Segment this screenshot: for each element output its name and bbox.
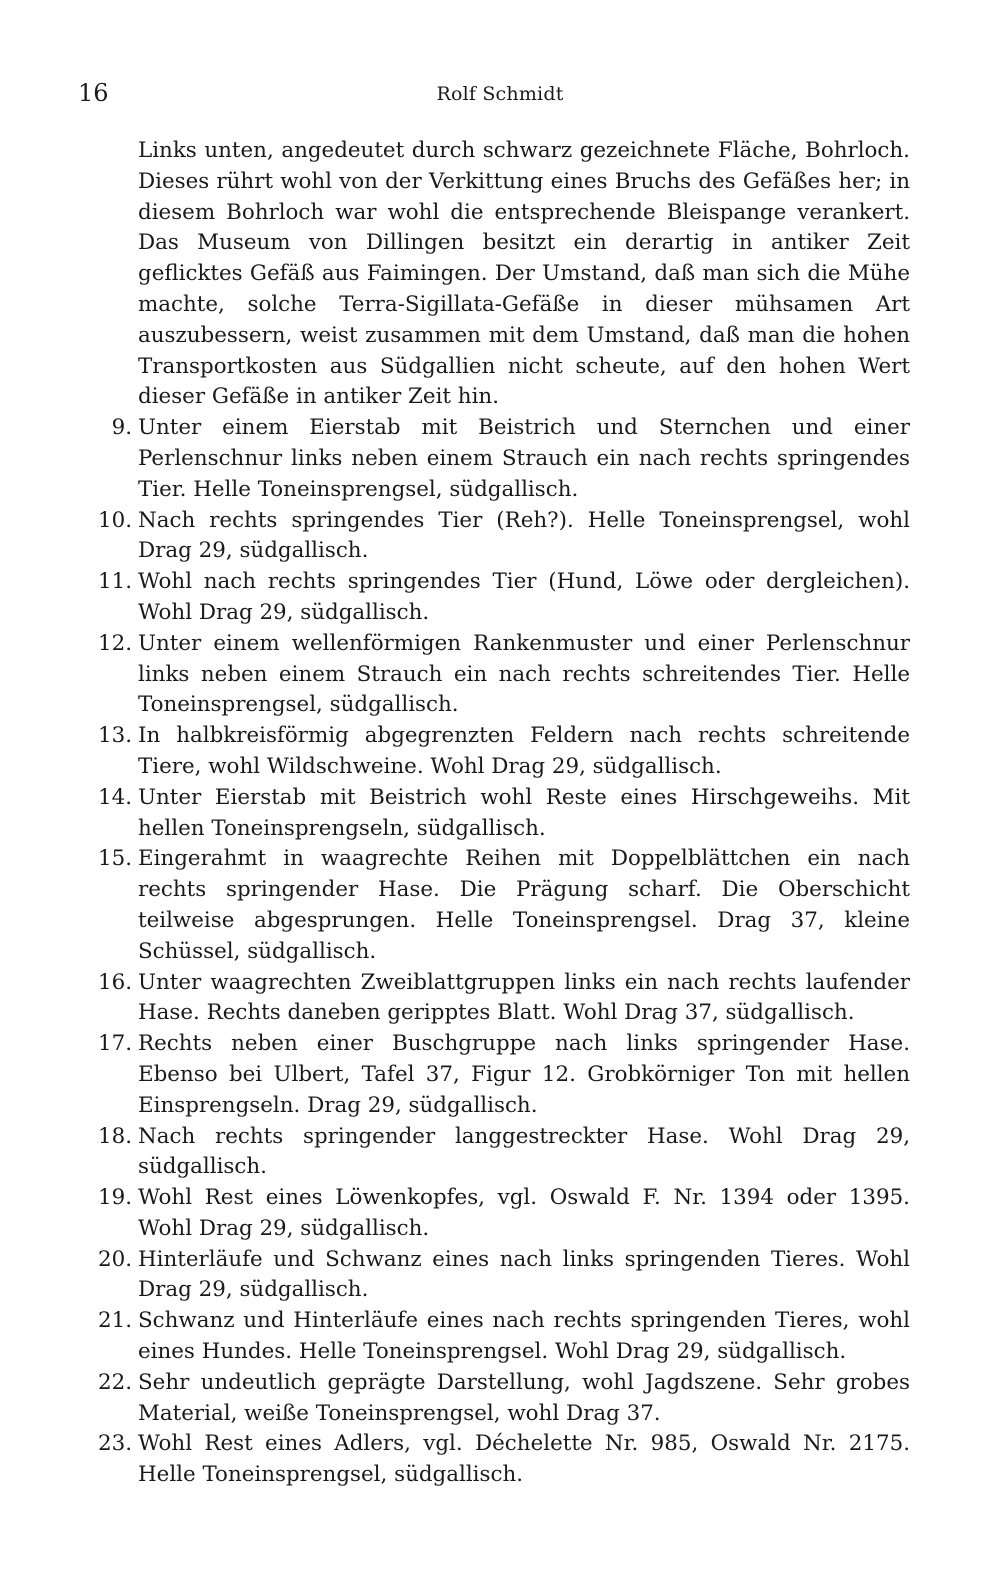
entry-number: 22.	[97, 1369, 132, 1395]
entry-text: Rechts neben einer Buschgruppe nach links springender Hase. Ebenso bei Ulbert, Tafel 37, Figur 12. Grobkörniger Ton mit hellen Einsprengseln. Drag 29, südgallisch.	[138, 1031, 910, 1118]
entry-text: Schwanz und Hinterläufe eines nach rechts springenden Tieres, wohl eines Hundes. Helle Toneinsprengsel. Wohl Drag 29, südgallisch.	[138, 1308, 910, 1365]
entry-text: Wohl Rest eines Adlers, vgl. Déchelette Nr. 985, Oswald Nr. 2175. Helle Toneinsprengsel, südgallisch.	[138, 1431, 910, 1488]
catalogue-entry	[97, 1245, 910, 1307]
entry-number: 15.	[97, 846, 132, 872]
page-number: 16	[78, 79, 109, 107]
catalogue-list	[97, 413, 910, 1491]
entry-number: 23.	[97, 1431, 132, 1457]
catalogue-entry	[97, 1122, 910, 1184]
entry-text: Unter einem Eierstab mit Beistrich und Sternchen und einer Perlenschnur links neben einem Strauch ein nach rechts springendes Tier. Helle Toneinsprengsel, südgallisch.	[138, 415, 910, 502]
catalogue-entry	[111, 413, 910, 505]
entry-text: Sehr undeutlich geprägte Darstellung, wohl Jagdszene. Sehr grobes Material, weiße Toneinsprengsel, wohl Drag 37.	[138, 1369, 910, 1426]
entry-text: In halbkreisförmig abgegrenzten Feldern nach rechts schreitende Tiere, wohl Wildschweine. Wohl Drag 29, südgallisch.	[138, 723, 910, 779]
entry-number: 16.	[97, 969, 132, 995]
entry-text: Wohl Rest eines Löwenkopfes, vgl. Oswald F. Nr. 1394 oder 1395. Wohl Drag 29, südgallisch.	[138, 1185, 910, 1241]
catalogue-entry	[97, 783, 910, 845]
entry-number: 18.	[97, 1123, 132, 1149]
catalogue-entry	[97, 1029, 910, 1121]
entry-number: 17.	[97, 1031, 132, 1057]
catalogue-entry	[97, 1183, 910, 1245]
catalogue-entry	[97, 1368, 910, 1430]
entry-number: 19.	[97, 1185, 132, 1211]
entry-number: 12.	[97, 630, 132, 656]
catalogue-entry	[97, 721, 910, 783]
entry-number: 9.	[111, 415, 132, 441]
catalogue-entry	[97, 844, 910, 967]
entry-text: Nach rechts springendes Tier (Reh?). Helle Toneinsprengsel, wohl Drag 29, südgallisch.	[138, 507, 910, 564]
catalogue-entry	[97, 1306, 910, 1368]
catalogue-entry	[97, 506, 910, 568]
entry-number: 11.	[97, 569, 132, 595]
entry-number: 21.	[97, 1308, 132, 1334]
entry-number: 10.	[97, 507, 132, 533]
catalogue-entry	[97, 968, 910, 1030]
running-head-author: Rolf Schmidt	[436, 83, 564, 105]
entry-text: Nach rechts springender langgestreckter Hase. Wohl Drag 29, südgallisch.	[138, 1123, 910, 1180]
body-text	[97, 136, 910, 1491]
entry-number: 14.	[97, 784, 132, 810]
entry-text: Unter waagrechten Zweiblattgruppen links ein nach rechts laufender Hase. Rechts daneben geripptes Blatt. Wohl Drag 37, südgallisch.	[138, 969, 910, 1026]
intro-paragraph: Links unten, angedeutet durch schwarz gezeichnete Fläche, Bohrloch. Dieses rührt wohl von der Verkittung eines Bruchs des Gefäßes her; in diesem Bohrloch war wohl die entsprechende Bleispange verankert. Das Museum von Dillingen besitzt ein derartig in antiker Zeit geflicktes Gefäß aus Faimingen. Der Umstand, daß man sich die Mühe machte, solche Terra-Sigillata-Gefäße in dieser mühsamen Art auszubessern, weist zusammen mit dem Umstand, daß man die hohen Transportkosten aus Südgallien nicht scheute, auf den hohen Wert dieser Gefäße in antiker Zeit hin.	[138, 138, 910, 410]
entry-text: Unter einem wellenförmigen Rankenmuster und einer Perlenschnur links neben einem Strauch ein nach rechts schreitendes Tier. Helle Toneinsprengsel, südgallisch.	[138, 630, 910, 718]
entry-text: Wohl nach rechts springendes Tier (Hund, Löwe oder dergleichen). Wohl Drag 29, südgallisch.	[138, 569, 910, 625]
catalogue-entry	[97, 629, 910, 721]
catalogue-entry	[97, 1429, 910, 1491]
entry-number: 20.	[97, 1246, 132, 1272]
entry-text: Hinterläufe und Schwanz eines nach links springenden Tieres. Wohl Drag 29, südgallisch.	[138, 1246, 910, 1303]
entry-text: Eingerahmt in waagrechte Reihen mit Doppelblättchen ein nach rechts springender Hase. Die Prägung scharf. Die Oberschicht teilweise abgesprungen. Helle Toneinsprengsel. Drag 37, kleine Schüssel, südgallisch.	[138, 846, 910, 964]
entry-number: 13.	[97, 723, 132, 749]
entry-text: Unter Eierstab mit Beistrich wohl Reste eines Hirschgeweihs. Mit hellen Toneinsprengseln, südgallisch.	[138, 784, 910, 841]
catalogue-entry	[97, 567, 910, 629]
